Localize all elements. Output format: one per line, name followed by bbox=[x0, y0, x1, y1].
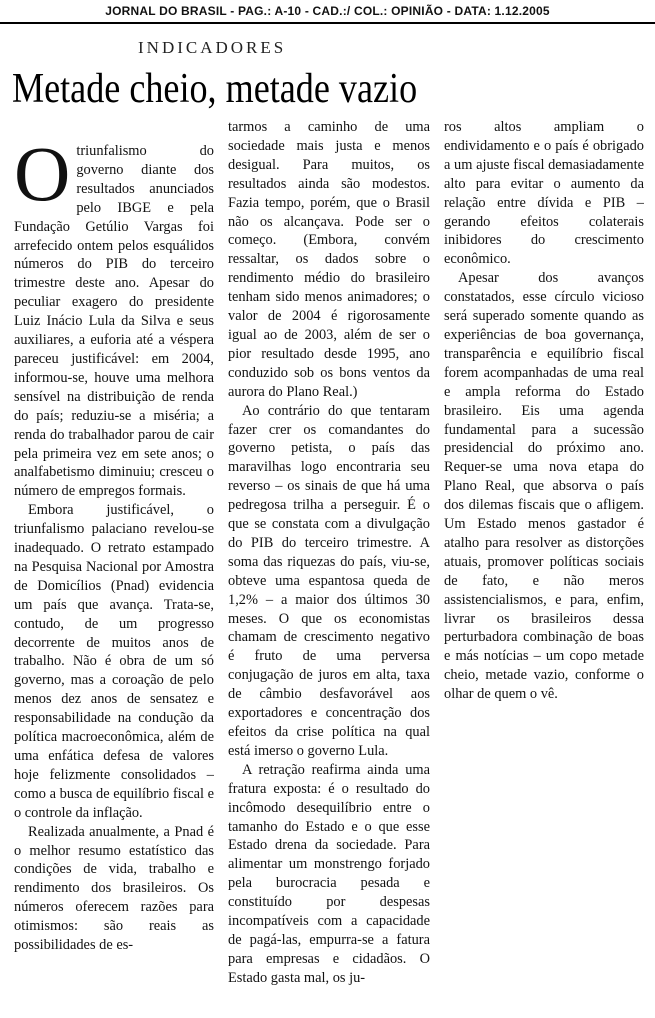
paragraph: Embora justificável, o triunfalismo palaciano revelou-se inadequado. O retrato estampado na Pesquisa Nacional por Amostra de Domicílios (Pnad) evidencia um país que avança. Trata-se, contudo, de um progresso decorrente de muitos anos de trabalho. Não é obra de um só governo, mas a coroação de pelo menos dez anos de sensatez e responsabilidade na condução da política macroeconômica, além de uma enfática defesa de valores hoje felizmente consolidados – como a busca de equilíbrio fiscal e o controle da inflação. bbox=[14, 502, 214, 821]
section-kicker: INDICADORES bbox=[138, 38, 287, 57]
paragraph bbox=[14, 142, 214, 501]
drop-cap: O bbox=[14, 142, 71, 217]
article-column-1 bbox=[14, 142, 214, 1018]
newspaper-header: JORNAL DO BRASIL - PAG.: A-10 - CAD.:/ COL.: OPINIÃO - DATA: 1.12.2005 bbox=[0, 0, 655, 24]
paragraph: Ao contrário do que tentaram fazer crer os comandantes do governo petista, o país das maravilhas logo encontraria seu reverso – os sinais de que há uma pedregosa trilha a perseguir. É o que se constata com a divulgação do PIB do terceiro trimestre. A soma das riquezas do país, viu-se, obteve uma espantosa queda de 1,2% – a maior dos últimos 30 meses. O que os economistas chamam de crescimento negativo é fruto de uma perversa conjugação de juros em alta, taxa de câmbio desfavorável aos exportadores e concentração dos efeitos da crise política na qual está imerso o governo Lula. bbox=[228, 402, 430, 759]
paragraph: ros altos ampliam o endividamento e o país é obrigado a um ajuste fiscal demasiadamente alto para evitar o aumento da relação entre dívida e PIB – gerando efeitos colaterais inibidores do crescimento econômico. bbox=[444, 119, 644, 268]
paragraph: A retração reafirma ainda uma fratura exposta: é o resultado do incômodo desequilíbrio entre o tamanho do Estado e o que esse Estado drena da sociedade. Para alimentar um monstrengo forjado pela burocracia pesada e constituído por despesas incompatíveis com a capacidade de pagá-las, empurra-se a fatura para empresas e cidadãos. O Estado gasta mal, os ju- bbox=[228, 761, 430, 986]
paragraph: Apesar dos avanços constatados, esse círculo vicioso será superado somente quando as experiências de boa governança, transparência e equilíbrio fiscal forem acompanhadas de uma real e ampla reforma do Estado brasileiro. Eis uma agenda fundamental para a sucessão presidencial do próximo ano. Requer-se uma nova etapa do Plano Real, que absorva o país dos dilemas fiscais que o afligem. Um Estado menos gastador é atalho para resolver as distorções atuais, promover políticas sociais de fato, e não meros assistencialismos, e para, enfim, livrar os brasileiros dessa perturbadora combinação de boas e más notícias – um copo metade cheio, metade vazio, conforme o olhar de quem o vê. bbox=[444, 270, 644, 703]
article-column-2 bbox=[228, 118, 430, 994]
article-column-3 bbox=[444, 118, 644, 994]
paragraph: Realizada anualmente, a Pnad é o melhor resumo estatístico das condições de vida, trabalho e rendimento dos brasileiros. Os números oferecem razões para otimismos: são reais as possibilidades de es- bbox=[14, 823, 214, 954]
article-headline: Metade cheio, metade vazio bbox=[12, 66, 418, 112]
paragraph: tarmos a caminho de uma sociedade mais justa e menos desigual. Para muitos, os resultados ainda são modestos. Fazia tempo, porém, que o Brasil não os alcançava. Pode ser o começo. (Embora, convém ressaltar, os dados sobre o rendimento médio do brasileiro tenham sido menos animadores; o valor de 2004 é rigorosamente igual ao de 2003, além de ser o pior resultado desde 1995, ano conduzido sob os bons ventos da aurora do Plano Real.) bbox=[228, 119, 430, 400]
paragraph-text: triunfalismo do governo diante dos resultados anunciados pelo IBGE e pela Fundação Getúlio Vargas foi arrefecido ontem pelos esquálidos números do PIB do terceiro trimestre deste ano. Apesar do peculiar exagero do presidente Luiz Inácio Lula da Silva e seus auxiliares, a euforia até a véspera pareceu justificável: em 2004, informou-se, houve uma melhora sensível na distribuição de renda do país; reduziu-se a miséria; a renda do trabalhador parou de cair pela primeira vez em sete anos; o analfabetismo diminuiu; cresceu o número de empregos formais. bbox=[14, 143, 214, 500]
